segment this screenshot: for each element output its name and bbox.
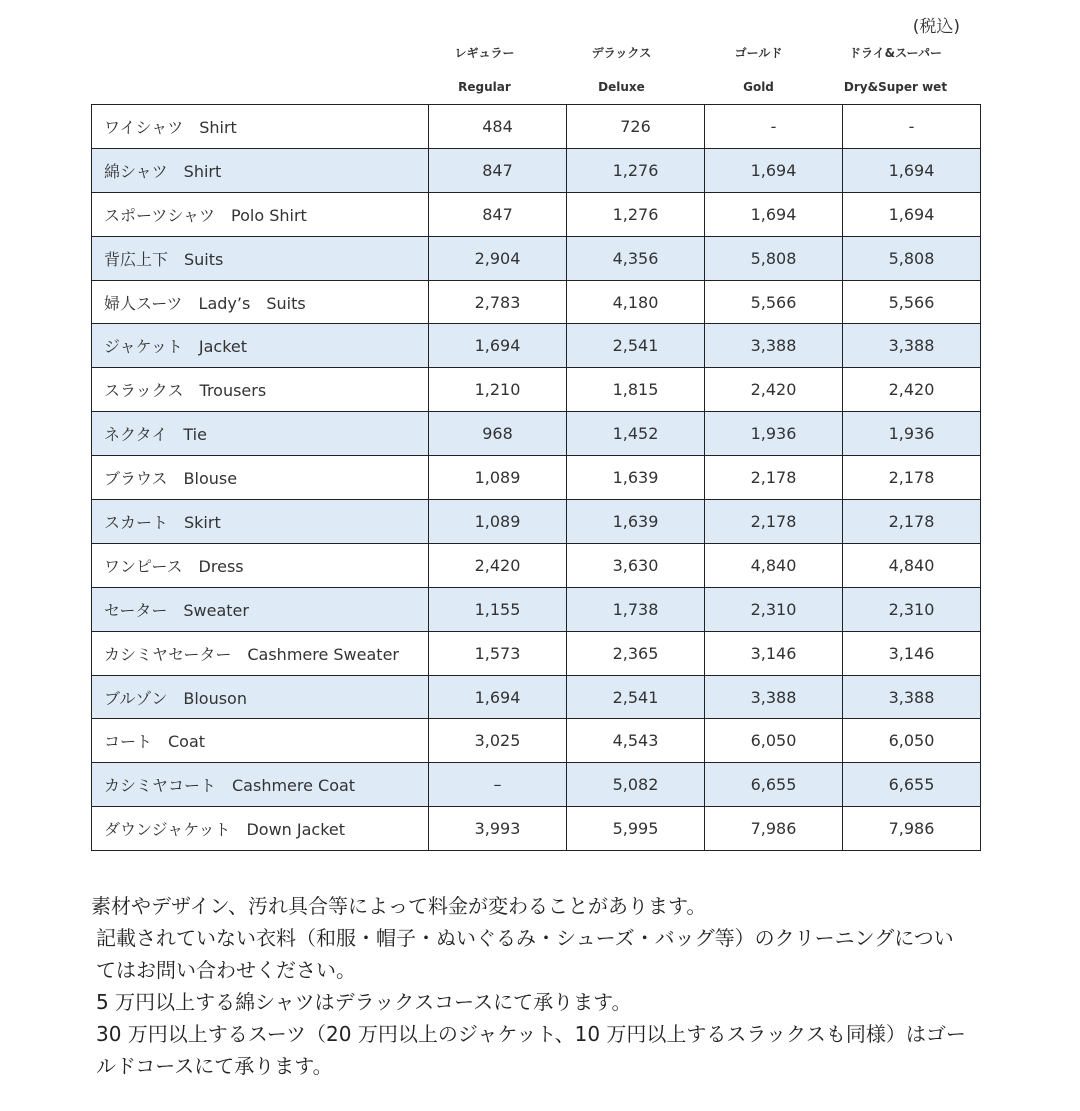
table-row (92, 587, 981, 631)
table-row (92, 324, 981, 368)
price-cell: 1,738 (567, 587, 705, 631)
price-cell: 3,146 (843, 631, 981, 675)
table-row (92, 763, 981, 807)
price-cell: - (843, 105, 981, 149)
price-cell: 1,936 (705, 412, 843, 456)
price-cell: 1,573 (429, 631, 567, 675)
notes (91, 890, 971, 1082)
table-row (92, 807, 981, 851)
table-row (92, 456, 981, 500)
price-cell: 2,420 (429, 543, 567, 587)
item-name-cell: カシミヤコート Cashmere Coat (92, 763, 429, 807)
price-cell: 1,694 (705, 148, 843, 192)
table-row (92, 192, 981, 236)
price-cell: 1,694 (429, 324, 567, 368)
price-cell: 1,155 (429, 587, 567, 631)
price-cell: 1,276 (567, 192, 705, 236)
price-cell: 3,388 (705, 324, 843, 368)
price-cell: 4,840 (705, 543, 843, 587)
item-name-cell: 背広上下 Suits (92, 236, 429, 280)
column-header-jp: レギュラー (454, 46, 515, 60)
price-cell: 2,178 (843, 456, 981, 500)
price-cell: 2,541 (567, 324, 705, 368)
price-cell: 3,146 (705, 631, 843, 675)
item-name-cell: スラックス Trousers (92, 368, 429, 412)
table-row (92, 543, 981, 587)
item-name-cell: ネクタイ Tie (92, 412, 429, 456)
price-cell: 5,566 (843, 280, 981, 324)
price-cell: 1,694 (705, 192, 843, 236)
table-row (92, 105, 981, 149)
column-header-dry-super (827, 42, 964, 98)
table-row (92, 675, 981, 719)
price-cell: 2,365 (567, 631, 705, 675)
price-cell: 5,808 (705, 236, 843, 280)
price-cell: 5,566 (705, 280, 843, 324)
price-cell: 1,089 (429, 456, 567, 500)
price-cell: 7,986 (705, 807, 843, 851)
price-cell: 484 (429, 105, 567, 149)
price-cell: 2,310 (843, 587, 981, 631)
item-name-cell: ワンピース Dress (92, 543, 429, 587)
table-row (92, 368, 981, 412)
item-name-cell: スポーツシャツ Polo Shirt (92, 192, 429, 236)
column-headers (416, 42, 964, 98)
price-cell: 3,388 (843, 675, 981, 719)
item-name-cell: セーター Sweater (92, 587, 429, 631)
column-header-deluxe (553, 42, 690, 98)
price-cell: 2,178 (843, 500, 981, 544)
item-name-cell: カシミヤセーター Cashmere Sweater (92, 631, 429, 675)
table-row (92, 148, 981, 192)
item-name-cell: 綿シャツ Shirt (92, 148, 429, 192)
column-header-jp: デラックス (591, 46, 652, 60)
item-name-cell: ワイシャツ Shirt (92, 105, 429, 149)
price-cell: 2,420 (705, 368, 843, 412)
price-cell: 1,694 (843, 148, 981, 192)
price-cell: 1,089 (429, 500, 567, 544)
price-cell: 3,388 (705, 675, 843, 719)
item-name-cell: ダウンジャケット Down Jacket (92, 807, 429, 851)
price-cell: 968 (429, 412, 567, 456)
item-name-cell: ブルゾン Blouson (92, 675, 429, 719)
price-cell: 2,178 (705, 500, 843, 544)
price-cell: 2,904 (429, 236, 567, 280)
price-cell: 1,815 (567, 368, 705, 412)
price-cell: 2,783 (429, 280, 567, 324)
item-name-cell: ジャケット Jacket (92, 324, 429, 368)
price-cell: 5,995 (567, 807, 705, 851)
price-cell: 1,694 (843, 192, 981, 236)
price-cell: 2,541 (567, 675, 705, 719)
price-cell: 4,180 (567, 280, 705, 324)
price-cell: 6,655 (843, 763, 981, 807)
price-cell: 847 (429, 148, 567, 192)
price-cell: – (429, 763, 567, 807)
price-cell: 5,808 (843, 236, 981, 280)
column-header-gold (690, 42, 827, 98)
column-header-jp: ゴールド (734, 46, 783, 60)
price-cell: 1,639 (567, 500, 705, 544)
table-row (92, 280, 981, 324)
price-cell: 3,630 (567, 543, 705, 587)
price-table-body (92, 105, 981, 851)
price-cell: 5,082 (567, 763, 705, 807)
price-cell: 6,655 (705, 763, 843, 807)
price-cell: 3,993 (429, 807, 567, 851)
price-cell: 2,178 (705, 456, 843, 500)
price-cell: 726 (567, 105, 705, 149)
price-cell: 6,050 (843, 719, 981, 763)
column-header-en: Gold (743, 80, 774, 94)
price-cell: 3,025 (429, 719, 567, 763)
price-cell: 4,543 (567, 719, 705, 763)
price-cell: 4,356 (567, 236, 705, 280)
item-name-cell: 婦人スーツ Lady’s Suits (92, 280, 429, 324)
price-table (91, 104, 981, 851)
price-cell: 6,050 (705, 719, 843, 763)
column-header-en: Regular (458, 80, 511, 94)
column-header-en: Deluxe (598, 80, 645, 94)
price-cell: 1,210 (429, 368, 567, 412)
price-cell: 1,452 (567, 412, 705, 456)
item-name-cell: スカート Skirt (92, 500, 429, 544)
item-name-cell: ブラウス Blouse (92, 456, 429, 500)
price-cell: - (705, 105, 843, 149)
column-header-en: Dry&Super wet (843, 80, 948, 94)
column-header-jp: ドライ&スーパー (849, 46, 942, 60)
note-line: 素材やデザイン、汚れ具合等によって料金が変わることがあります。 (91, 894, 707, 918)
price-cell: 1,936 (843, 412, 981, 456)
table-row (92, 412, 981, 456)
note-line: 30 万円以上するスーツ（20 万円以上のジャケット、10 万円以上するスラックスも同様）はゴールドコースにて承ります。 (96, 1022, 966, 1078)
price-cell: 4,840 (843, 543, 981, 587)
price-cell: 847 (429, 192, 567, 236)
table-row (92, 719, 981, 763)
table-row (92, 631, 981, 675)
item-name-cell: コート Coat (92, 719, 429, 763)
price-cell: 1,639 (567, 456, 705, 500)
price-cell: 3,388 (843, 324, 981, 368)
price-cell: 2,310 (705, 587, 843, 631)
table-row (92, 236, 981, 280)
price-cell: 1,694 (429, 675, 567, 719)
price-cell: 1,276 (567, 148, 705, 192)
table-row (92, 500, 981, 544)
price-cell: 2,420 (843, 368, 981, 412)
price-cell: 7,986 (843, 807, 981, 851)
note-line: 記載されていない衣料（和服・帽子・ぬいぐるみ・シューズ・バッグ等）のクリーニングについてはお問い合わせください。 (96, 926, 954, 982)
note-line: 5 万円以上する綿シャツはデラックスコースにて承ります。 (96, 990, 632, 1014)
tax-included-note: (税込) (912, 17, 960, 37)
column-header-regular (416, 42, 553, 98)
